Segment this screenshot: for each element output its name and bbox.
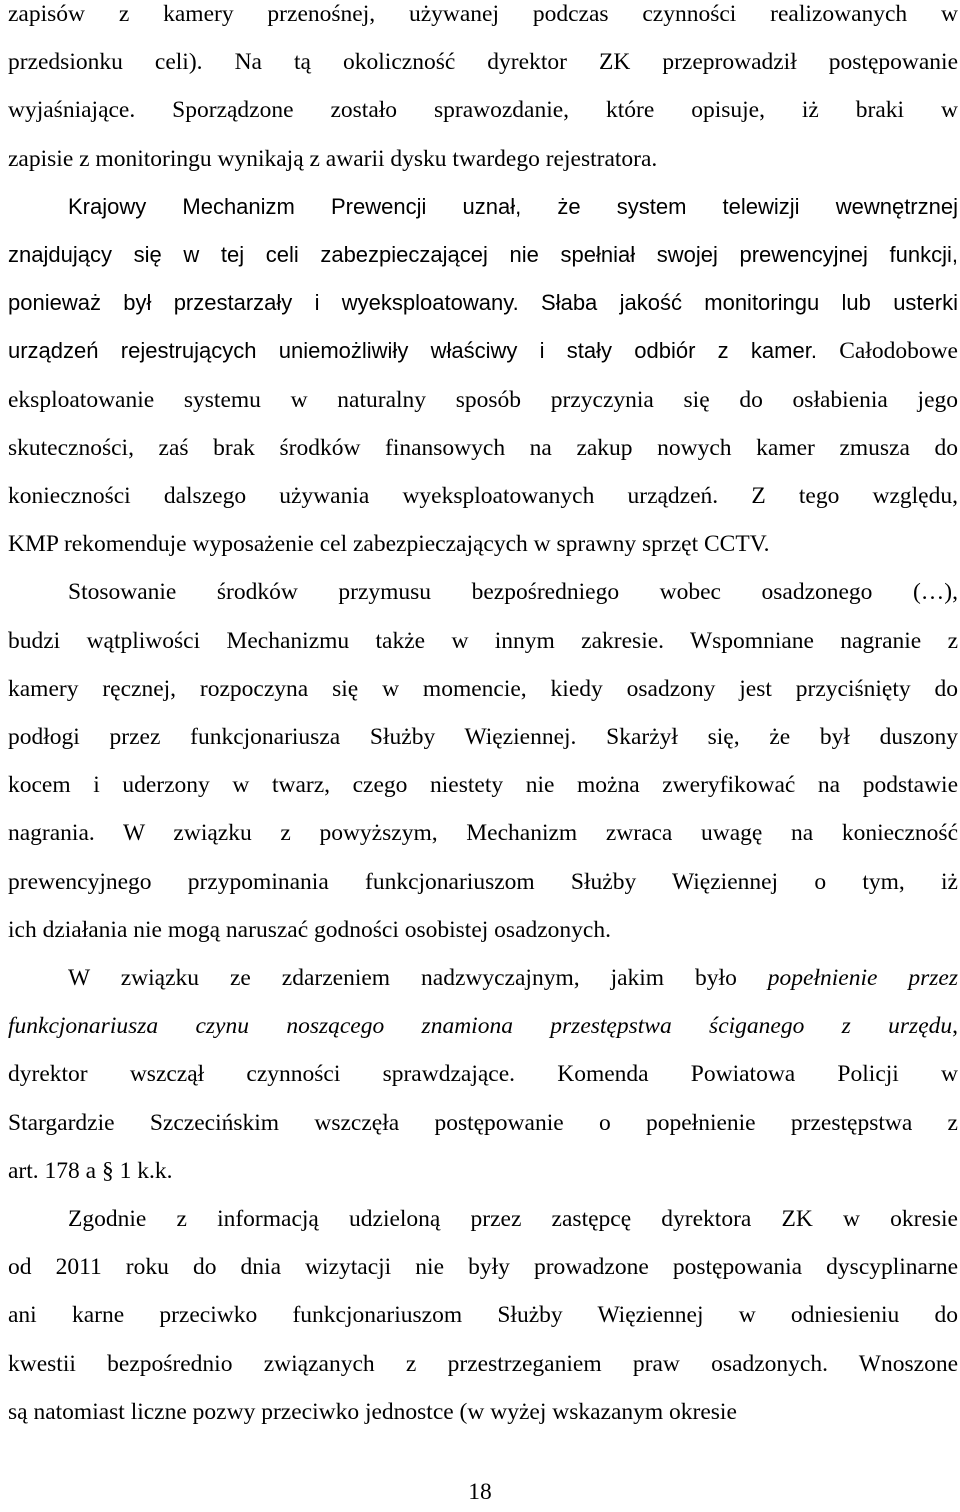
text-segment: zapisie z monitoringu wynikają z awarii dysku twardego rejestratora. [8, 145, 658, 172]
text-line [8, 1291, 958, 1339]
text-line [8, 809, 958, 857]
text-segment: ani karne przeciwko funkcjonariuszom Służby Więziennej w odniesieniu do [8, 1302, 958, 1329]
text-line [8, 761, 958, 809]
text-line [8, 1002, 958, 1050]
italic-text: popełnienie przez [767, 965, 959, 991]
text-segment: , [952, 1013, 958, 1040]
text-line [8, 327, 958, 375]
text-line [8, 665, 958, 713]
text-segment: podłogi przez funkcjonariusza Służby Więziennej. Skarżył się, że był duszony [8, 724, 958, 750]
text-line [8, 424, 958, 472]
text-line [8, 858, 958, 906]
text-line [8, 135, 958, 183]
text-segment: urządzeń rejestrujących uniemożliwiły właściwy i stały odbiór z kamer. [8, 338, 840, 364]
text-line [8, 1243, 958, 1291]
text-line [8, 1050, 958, 1098]
text-segment: Stosowanie środków przymusu bezpośredniego wobec osadzonego (…), [68, 579, 958, 606]
text-line [8, 231, 958, 279]
text-segment: kocem i uderzony w twarz, czego niestety nie można zweryfikować na podstawie [8, 772, 958, 799]
text-line [8, 1099, 958, 1147]
text-line [8, 376, 958, 424]
text-line [8, 0, 958, 38]
text-segment: zapisów z kamery przenośnej, używanej podczas czynności realizowanych w [8, 1, 958, 27]
text-segment: KMP rekomenduje wyposażenie cel zabezpieczających w sprawny sprzęt CCTV. [8, 531, 770, 558]
text-segment: nagrania. W związku z powyższym, Mechanizm zwraca uwagę na konieczność [8, 820, 958, 847]
text-line [68, 568, 958, 616]
text-segment: od 2011 roku do dnia wizytacji nie były prowadzone postępowania dyscyplinarne [8, 1254, 958, 1281]
page-number: 18 [468, 1479, 492, 1505]
text-segment: budzi wątpliwości Mechanizmu także w innym zakresie. Wspomniane nagranie z [8, 627, 958, 654]
text-segment: W związku ze zdarzeniem nadzwyczajnym, jakim było [68, 965, 768, 991]
text-segment: są natomiast liczne pozwy przeciwko jednostce (w wyżej wskazanym okresie [8, 1398, 737, 1425]
text-segment: skuteczności, zaś brak środków finansowych na zakup nowych kamer zmusza do [8, 434, 958, 461]
text-segment: przedsionku celi). Na tą okoliczność dyrektor ZK przeprowadził postępowanie [8, 49, 958, 76]
text-line [8, 617, 958, 665]
text-line [68, 954, 958, 1002]
text-segment: Zgodnie z informacją udzieloną przez zastępcę dyrektora ZK w okresie [68, 1206, 958, 1232]
text-segment: konieczności dalszego używania wyeksploatowanych urządzeń. Z tego względu, [8, 483, 958, 509]
text-line [8, 906, 958, 954]
text-segment: Słaba jakość monitoringu lub usterki [541, 290, 958, 316]
text-segment: kwestii bezpośrednio związanych z przestrzeganiem praw osadzonych. Wnoszone [8, 1350, 958, 1377]
text-segment: dyrektor wszczął czynności sprawdzające. Komenda Powiatowa Policji w [8, 1061, 958, 1088]
text-line [8, 713, 958, 761]
text-segment: Stargardzie Szczecińskim wszczęła postępowanie o popełnienie przestępstwa z [8, 1109, 958, 1136]
text-segment: ich działania nie mogą naruszać godności osobistej osadzonych. [8, 916, 611, 943]
text-segment: kamery ręcznej, rozpoczyna się w momencie, kiedy osadzony jest przyciśnięty do [8, 675, 958, 702]
text-segment: prewencyjnego przypominania funkcjonariuszom Służby Więziennej o tym, iż [8, 868, 958, 895]
text-line [8, 520, 958, 568]
text-segment: ponieważ był przestarzały i wyeksploatowany. [8, 290, 542, 316]
text-line [8, 1147, 958, 1195]
text-line [8, 279, 958, 327]
text-line [68, 183, 958, 231]
text-segment: znajdujący się w tej celi zabezpieczającej nie spełniał swojej prewencyjnej funkcji, [8, 242, 958, 267]
text-segment: art. 178 a § 1 k.k. [8, 1157, 173, 1184]
text-line [8, 38, 958, 86]
text-line [8, 472, 958, 520]
italic-text: funkcjonariusza czynu noszącego znamiona przestępstwa ściganego z urzędu [8, 1013, 953, 1040]
text-segment: eksploatowanie systemu w naturalny sposób przyczynia się do osłabienia jego [8, 386, 958, 413]
text-segment: Krajowy Mechanizm Prewencji uznał, że system telewizji wewnętrznej [68, 193, 958, 219]
text-segment: wyjaśniające. Sporządzone zostało sprawozdanie, które opisuje, iż braki w [8, 97, 958, 124]
text-line [8, 1340, 958, 1388]
text-line [8, 86, 958, 134]
text-line [8, 1388, 958, 1436]
text-line [68, 1195, 958, 1243]
text-segment: Całodobowe [839, 338, 958, 365]
